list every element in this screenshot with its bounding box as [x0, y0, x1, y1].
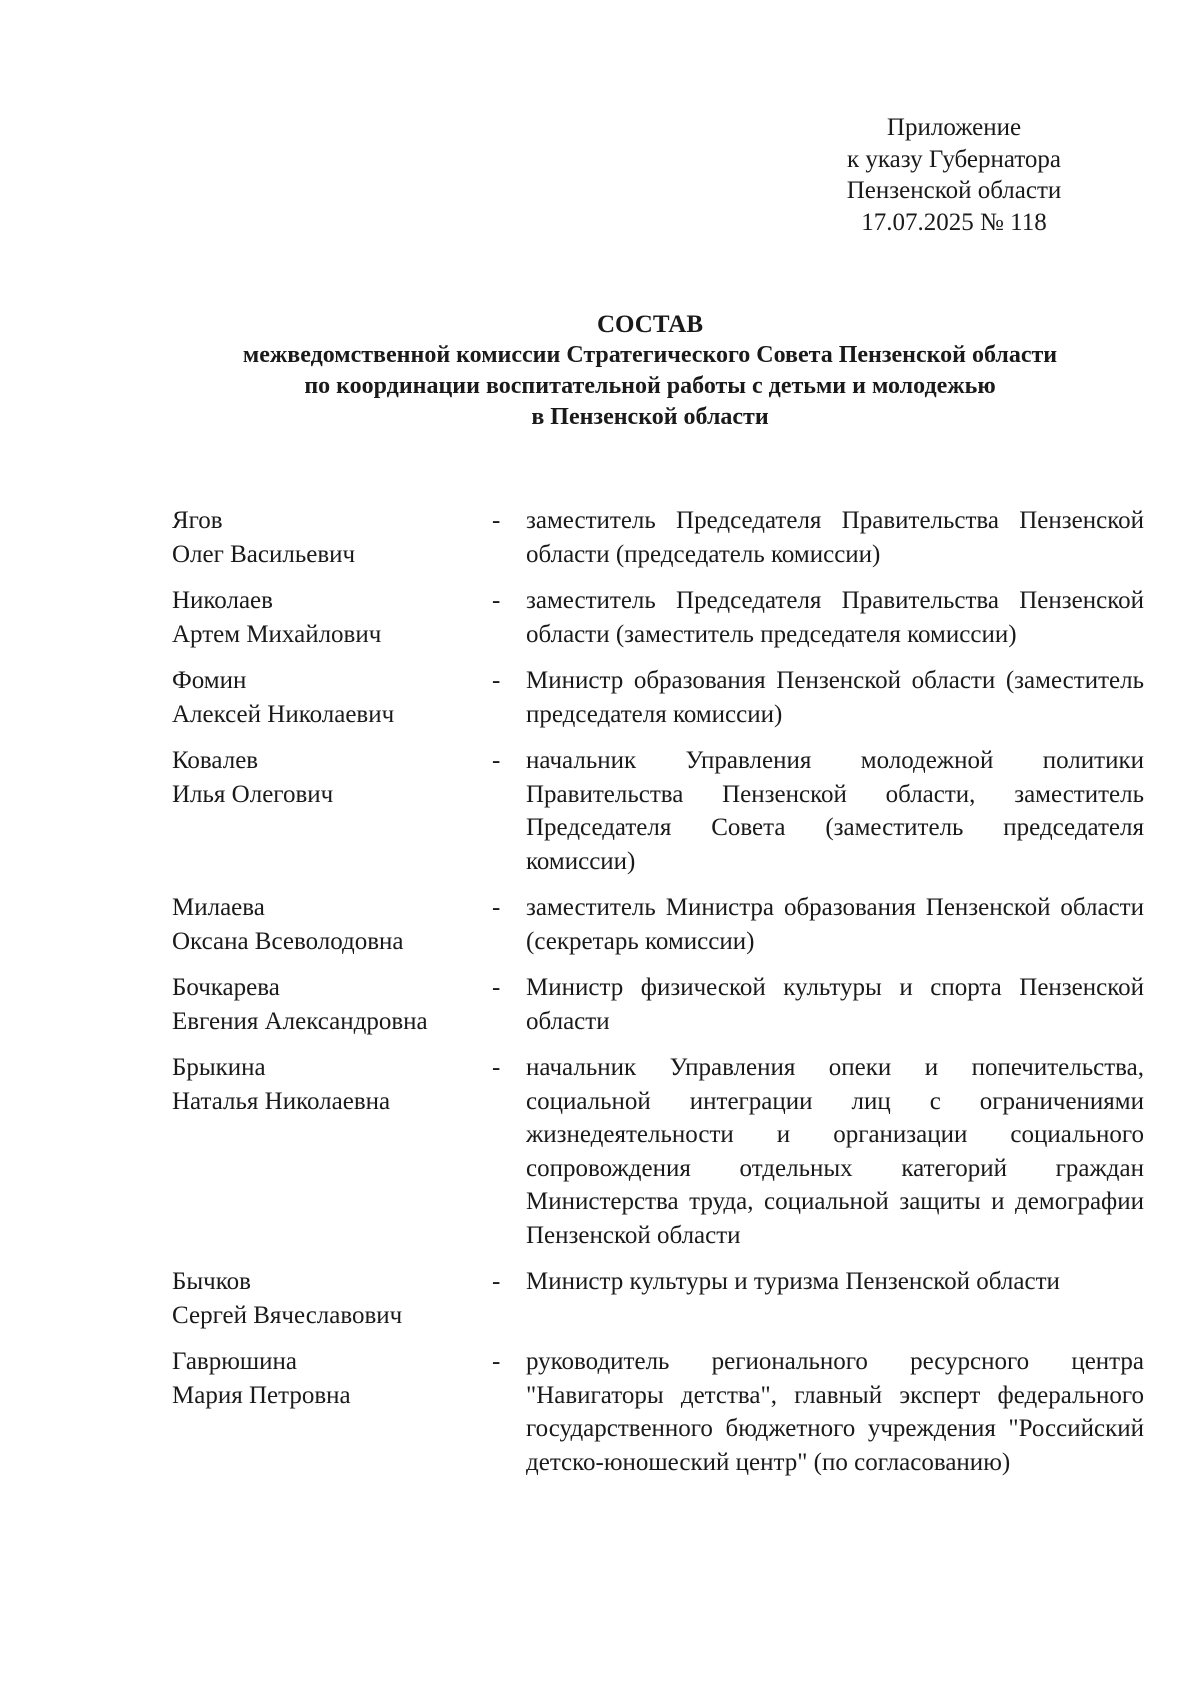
member-row: [172, 971, 1144, 1038]
member-row: [172, 1345, 1144, 1479]
member-given-name: Алексей Николаевич: [172, 700, 395, 728]
member-name: [172, 1345, 492, 1479]
member-role: руководитель регионального ресурсного центра "Навигаторы детства", главный эксперт федерального государственного бюджетного учреждения "Российский детско-юношеский центр" (по согласованию): [526, 1348, 1144, 1476]
member-surname: Фомин: [172, 667, 247, 694]
member-name: [172, 891, 492, 958]
member-role: начальник Управления молодежной политики Правительства Пензенской области, заместитель Председателя Совета (заместитель председателя комиссии): [526, 747, 1144, 875]
member-surname: Бычков: [172, 1268, 251, 1295]
member-given-name: Оксана Всеволодовна: [172, 927, 404, 955]
member-given-name: Сергей Вячеславович: [172, 1301, 403, 1329]
member-dash: -: [492, 667, 501, 694]
member-row: [172, 1051, 1144, 1252]
member-dash: -: [492, 507, 501, 534]
member-given-name: Евгения Александровна: [172, 1007, 428, 1035]
member-name: [172, 664, 492, 731]
member-role: заместитель Председателя Правительства Пензенской области (заместитель председателя комиссии): [526, 587, 1144, 648]
document-title: [150, 309, 1150, 433]
member-surname: Ковалев: [172, 747, 259, 774]
member-surname: Бочкарева: [172, 974, 280, 1001]
member-dash: -: [492, 1054, 501, 1081]
member-role: Министр культуры и туризма Пензенской области: [526, 1268, 1060, 1295]
member-surname: Брыкина: [172, 1054, 266, 1081]
title-main: СОСТАВ: [596, 311, 704, 338]
title-line-1: межведомственной комиссии Стратегического Совета Пензенской области: [242, 342, 1058, 368]
member-role: Министр физической культуры и спорта Пензенской области: [526, 974, 1144, 1035]
member-name: [172, 1265, 492, 1332]
appendix-line-3: Пензенской области: [846, 177, 1062, 204]
member-surname: Николаев: [172, 587, 273, 614]
member-name: [172, 504, 492, 571]
appendix-line-2: к указу Губернатора: [846, 145, 1062, 173]
member-role: заместитель Председателя Правительства Пензенской области (председатель комиссии): [526, 507, 1144, 568]
member-given-name: Наталья Николаевна: [172, 1087, 391, 1115]
member-row: [172, 891, 1144, 958]
member-role: начальник Управления опеки и попечительства, социальной интеграции лиц с ограничениями жизнедеятельности и организации социального сопровождения отдельных категорий граждан Министерства труда, социальной защиты и демографии Пензенской области: [526, 1054, 1144, 1249]
member-role: заместитель Министра образования Пензенской области (секретарь комиссии): [526, 894, 1144, 955]
member-dash: -: [492, 974, 501, 1001]
member-dash: -: [492, 894, 501, 921]
appendix-header: [838, 112, 1128, 238]
member-dash: -: [492, 1268, 501, 1295]
title-line-2: по координации воспитательной работы с детьми и молодежью: [304, 373, 996, 399]
member-surname: Гаврюшина: [172, 1348, 298, 1375]
member-given-name: Артем Михайлович: [172, 620, 382, 648]
member-name: [172, 744, 492, 878]
member-given-name: Олег Васильевич: [172, 540, 356, 568]
appendix-line-1: Приложение: [886, 114, 1022, 141]
member-given-name: Мария Петровна: [172, 1381, 351, 1409]
member-name: [172, 1051, 492, 1252]
members-list: [172, 504, 1144, 1492]
title-line-3: в Пензенской области: [531, 404, 769, 430]
member-row: [172, 744, 1144, 878]
member-row: [172, 584, 1144, 651]
member-dash: -: [492, 747, 501, 774]
member-surname: Милаева: [172, 894, 265, 921]
member-name: [172, 971, 492, 1038]
member-row: [172, 1265, 1144, 1332]
member-name: [172, 584, 492, 651]
member-role: Министр образования Пензенской области (заместитель председателя комиссии): [526, 667, 1144, 728]
member-row: [172, 504, 1144, 571]
member-dash: -: [492, 587, 501, 614]
member-dash: -: [492, 1348, 501, 1375]
member-surname: Ягов: [172, 507, 223, 534]
appendix-line-4: 17.07.2025 № 118: [861, 208, 1047, 236]
member-given-name: Илья Олегович: [172, 780, 334, 808]
member-row: [172, 664, 1144, 731]
